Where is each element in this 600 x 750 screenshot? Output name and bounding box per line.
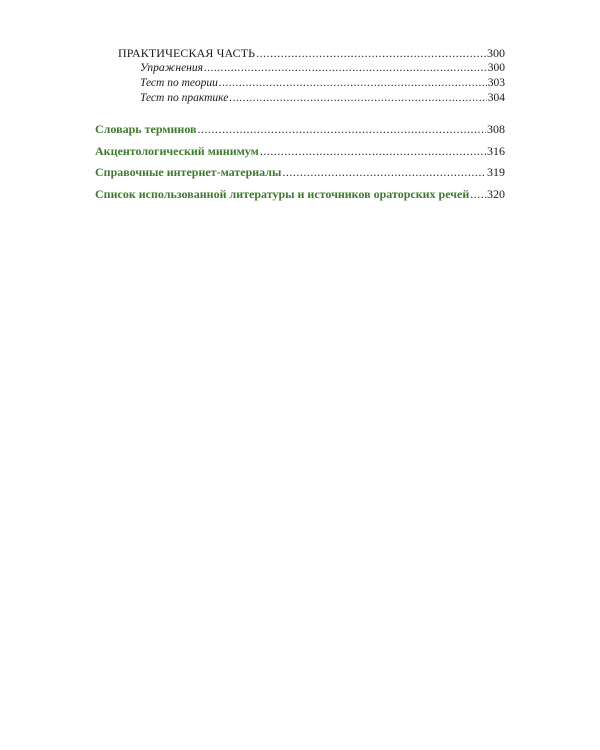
toc-entry-exercises[interactable] xyxy=(140,61,505,75)
toc-entry-bibliography[interactable] xyxy=(95,187,505,201)
toc-entry-practice-test[interactable] xyxy=(140,91,505,105)
toc-entry-theory-test[interactable] xyxy=(140,76,505,90)
toc-entry-title: Тест по практике xyxy=(140,92,229,104)
toc-entry-title: Список использованной литературы и источников ораторских речей xyxy=(95,187,470,201)
toc-entry-title: Акцентологический минимум xyxy=(95,144,259,158)
dot-leader xyxy=(256,46,486,60)
toc-entry-page: 316 xyxy=(487,144,505,158)
toc-entry-practical-part[interactable] xyxy=(118,46,505,60)
toc-entry-title: Тест по теории xyxy=(140,77,218,89)
toc-entry-title: ПРАКТИЧЕСКАЯ ЧАСТЬ xyxy=(118,46,256,60)
toc-entry-page: 303 xyxy=(487,77,505,89)
toc-entry-page: 304 xyxy=(487,92,505,104)
dot-leader xyxy=(260,144,486,158)
toc-entry-glossary[interactable] xyxy=(95,122,505,136)
toc-entry-title: Словарь терминов xyxy=(95,122,197,136)
toc-entry-page: 300 xyxy=(487,62,505,74)
toc-entry-title: Справочные интернет-материалы xyxy=(95,165,282,179)
dot-leader xyxy=(229,91,486,105)
dot-leader xyxy=(470,187,486,201)
toc-entry-title: Упражнения xyxy=(140,62,203,74)
toc-entry-internet-materials[interactable] xyxy=(95,165,505,179)
toc-entry-page: 319 xyxy=(487,165,505,179)
toc-entry-page: 308 xyxy=(487,122,505,136)
toc-entry-accent-minimum[interactable] xyxy=(95,144,505,158)
dot-leader xyxy=(282,165,486,179)
toc-entry-page: 320 xyxy=(487,187,505,201)
dot-leader xyxy=(204,61,487,75)
toc-entry-page: 300 xyxy=(487,46,505,60)
dot-leader xyxy=(219,76,487,90)
dot-leader xyxy=(198,122,487,136)
